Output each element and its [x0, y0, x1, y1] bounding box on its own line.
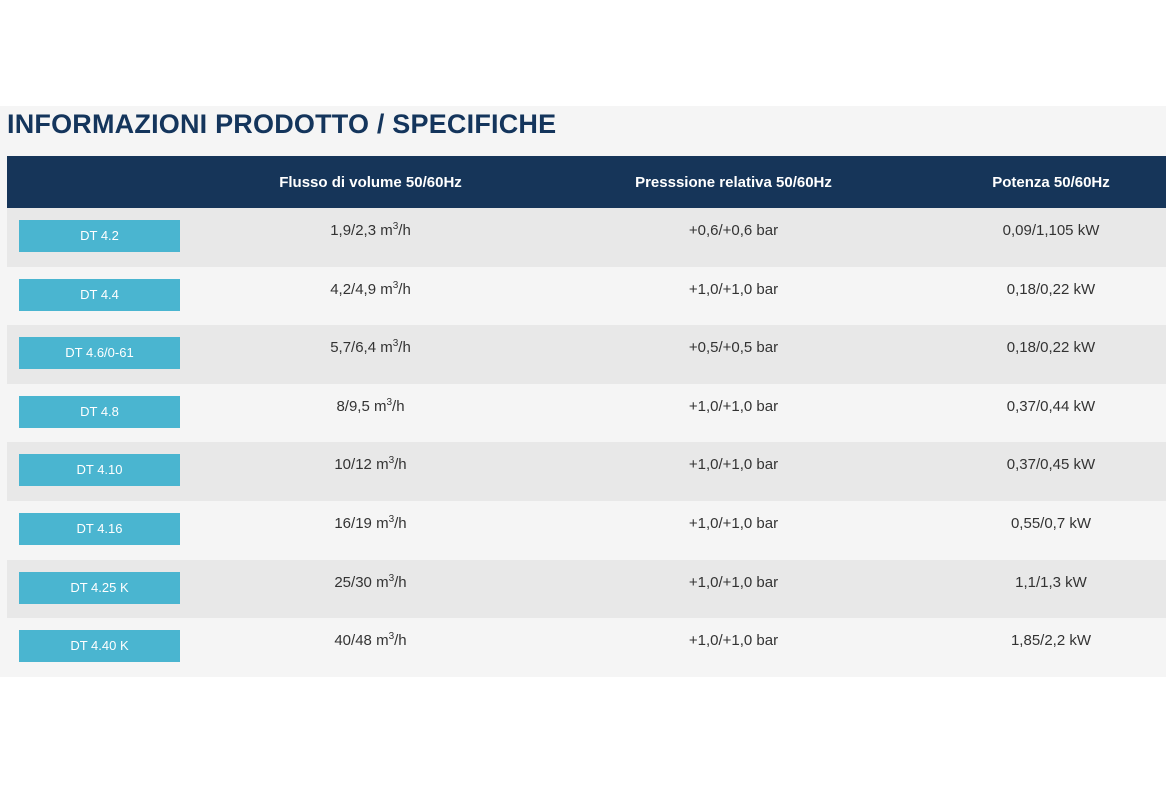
flow-cell	[210, 560, 531, 619]
flow-unit-suffix: /h	[394, 573, 407, 591]
power-cell: 0,09/1,105 kW	[1002, 222, 1100, 239]
flow-unit-base: m	[376, 456, 389, 474]
model-badge[interactable]: DT 4.4	[19, 279, 180, 311]
model-cell	[7, 384, 210, 443]
flow-cell	[210, 442, 531, 501]
flow-unit-base: m	[380, 280, 393, 298]
pressure-cell: +1,0/+1,0 bar	[688, 397, 779, 415]
table-header-row	[7, 156, 1166, 208]
flow-unit-suffix: /h	[394, 632, 407, 650]
flow-value: 10/12	[334, 456, 372, 474]
table-row	[7, 208, 1166, 267]
spec-table	[7, 156, 1166, 677]
model-badge[interactable]: DT 4.10	[19, 454, 180, 486]
header-flow: Flusso di volume 50/60Hz	[279, 173, 462, 191]
flow-unit-suffix: /h	[394, 514, 407, 532]
flow-unit-suffix: /h	[398, 339, 411, 357]
flow-unit-base: m	[380, 222, 393, 239]
flow-unit-suffix: /h	[398, 222, 411, 239]
flow-unit-exponent: 3	[392, 279, 399, 291]
flow-unit-suffix: /h	[394, 456, 407, 474]
model-cell	[7, 560, 210, 619]
table-row	[7, 384, 1166, 443]
flow-unit-base: m	[373, 397, 387, 415]
flow-cell	[210, 267, 531, 326]
flow-cell	[210, 325, 531, 384]
power-cell: 0,37/0,44 kW	[1006, 397, 1096, 415]
flow-value: 16/19	[334, 514, 372, 532]
flow-cell	[210, 384, 531, 443]
model-badge[interactable]: DT 4.25 K	[19, 572, 180, 604]
flow-unit-suffix: /h	[398, 280, 411, 298]
flow-cell	[210, 501, 531, 560]
flow-unit-base: m	[380, 339, 393, 357]
table-row	[7, 325, 1166, 384]
flow-unit-exponent: 3	[392, 221, 399, 232]
flow-value: 4,2/4,9	[330, 280, 377, 298]
flow-value: 25/30	[334, 573, 372, 591]
power-cell: 0,18/0,22 kW	[1006, 339, 1096, 357]
pressure-cell: +1,0/+1,0 bar	[688, 514, 779, 532]
flow-cell	[210, 618, 531, 677]
flow-unit-exponent: 3	[388, 572, 395, 584]
page-title: INFORMAZIONI PRODOTTO / SPECIFICHE	[7, 109, 557, 139]
model-badge[interactable]: DT 4.16	[19, 513, 180, 545]
model-cell	[7, 208, 210, 267]
flow-unit-exponent: 3	[388, 631, 395, 643]
power-cell: 1,85/2,2 kW	[1010, 632, 1092, 650]
pressure-cell: +0,5/+0,5 bar	[688, 339, 779, 357]
table-row	[7, 442, 1166, 501]
power-cell: 0,55/0,7 kW	[1010, 514, 1092, 532]
power-cell: 0,18/0,22 kW	[1006, 280, 1096, 298]
flow-unit-base: m	[376, 632, 389, 650]
flow-unit-base: m	[376, 514, 389, 532]
flow-value: 8/9,5	[336, 397, 370, 415]
pressure-cell: +1,0/+1,0 bar	[688, 280, 779, 298]
table-row	[7, 267, 1166, 326]
header-power: Potenza 50/60Hz	[992, 173, 1110, 191]
model-cell	[7, 501, 210, 560]
flow-value: 40/48	[334, 632, 372, 650]
table-row	[7, 560, 1166, 619]
flow-value: 1,9/2,3	[330, 222, 377, 239]
flow-unit-exponent: 3	[386, 396, 393, 408]
pressure-cell: +1,0/+1,0 bar	[688, 456, 779, 474]
power-cell: 1,1/1,3 kW	[1015, 573, 1087, 591]
model-cell	[7, 442, 210, 501]
model-cell	[7, 618, 210, 677]
flow-unit-exponent: 3	[392, 338, 399, 350]
flow-unit-base: m	[376, 573, 389, 591]
flow-unit-suffix: /h	[392, 397, 405, 415]
table-row	[7, 501, 1166, 560]
table-body	[7, 208, 1166, 677]
model-badge[interactable]: DT 4.40 K	[19, 630, 180, 662]
table-row	[7, 618, 1166, 677]
flow-unit-exponent: 3	[388, 513, 395, 525]
flow-value: 5,7/6,4	[330, 339, 377, 357]
model-cell	[7, 267, 210, 326]
model-badge[interactable]: DT 4.8	[19, 396, 180, 428]
model-cell	[7, 325, 210, 384]
power-cell: 0,37/0,45 kW	[1006, 456, 1096, 474]
pressure-cell: +1,0/+1,0 bar	[688, 632, 779, 650]
model-badge[interactable]: DT 4.6/0-61	[19, 337, 180, 369]
flow-unit-exponent: 3	[388, 455, 395, 467]
header-pressure: Presssione relativa 50/60Hz	[635, 173, 832, 191]
pressure-cell: +0,6/+0,6 bar	[688, 222, 779, 239]
pressure-cell: +1,0/+1,0 bar	[688, 573, 779, 591]
flow-cell	[210, 208, 531, 267]
header-model	[7, 156, 210, 208]
model-badge[interactable]: DT 4.2	[19, 220, 180, 252]
